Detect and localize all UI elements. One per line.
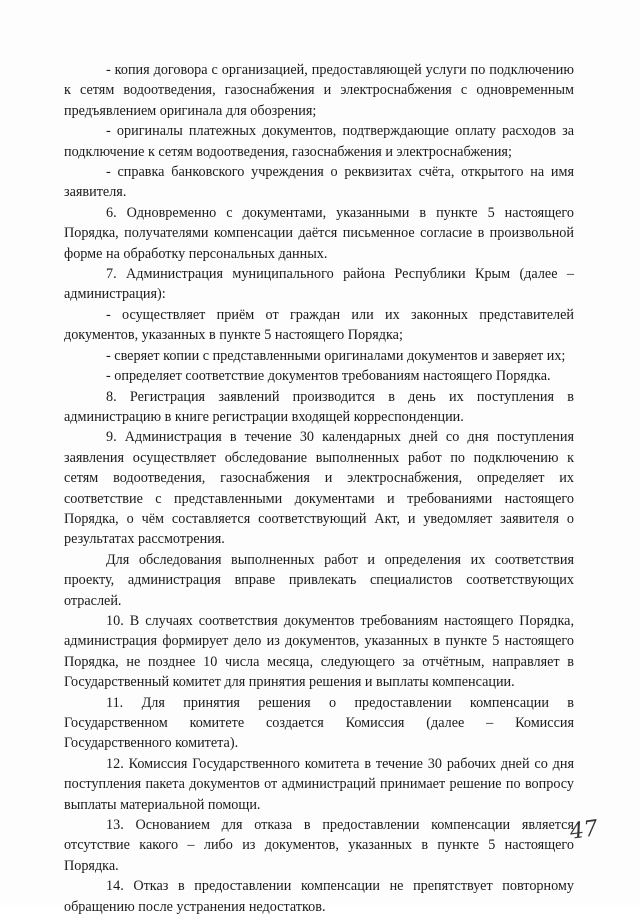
paragraph-item-8: 8. Регистрация заявлений производится в день их поступления в администрацию в книге регистрации входящей корреспонденции.	[64, 388, 574, 425]
paragraph-item-9-inspection: Для обследования выполненных работ и определения их соответствия проекту, администрация вправе привлекать специалистов соответствующих отраслей.	[64, 551, 574, 609]
paragraph-item-13: 13. Основанием для отказа в предоставлении компенсации является отсутствие какого – либо из документов, указанных в пункте 5 настоящего Порядка.	[64, 817, 574, 874]
paragraph-item-7-verify: - сверяет копии с представленными оригиналами документов и заверяет их;	[106, 347, 566, 364]
paragraph-bank-certificate: - справка банковского учреждения о реквизитах счёта, открытого на имя заявителя.	[64, 164, 574, 201]
paragraph-item-7-determine: - определяет соответствие документов требованиям настоящего Порядка.	[106, 368, 551, 385]
paragraph-item-10: 10. В случаях соответствия документов требованиям настоящего Порядка, администрация формирует дело из документов, указанных в пункте 5 настоящего Порядка, не позднее 10 числа месяца, следующего за отчётным, направляет в Государственный комитет для принятия решения и выплаты компенсации.	[64, 612, 574, 691]
paragraph-contract-copy: - копия договора с организацией, предоставляющей услуги по подключению к сетям водоотведения, газоснабжения и электроснабжения с одновременным предъявлением оригинала для обозрения;	[64, 62, 574, 119]
page-number: 47	[568, 816, 600, 845]
paragraph-item-9: 9. Администрация в течение 30 календарных дней со дня поступления заявления осуществляет обследование выполненных работ по подключению к сетям водоотведения, газоснабжения и электроснабжения, определяет их соответствие с представленными документами и требованиями настоящего Порядка, о чём составляется соответствующий Акт, и уведомляет заявителя о результатах рассмотрения.	[64, 429, 574, 548]
paragraph-item-7-receive: - осуществляет приём от граждан или их законных представителей документов, указанных в пункте 5 настоящего Порядка;	[64, 306, 574, 344]
paragraph-item-7: 7. Администрация муниципального района Республики Крым (далее – администрация):	[64, 266, 574, 303]
paragraph-payment-originals: - оригиналы платежных документов, подтверждающие оплату расходов за подключение к сетям водоотведения, газоснабжения и электроснабжения;	[64, 123, 574, 160]
paragraph-item-11: 11. Для принятия решения о предоставлении компенсации в Государственном комитете создается Комиссия (далее – Комиссия Государственного комитета).	[64, 694, 574, 752]
paragraph-item-14: 14. Отказ в предоставлении компенсации не препятствует повторному обращению после устранения недостатков.	[64, 878, 574, 915]
paragraph-item-12: 12. Комиссия Государственного комитета в течение 30 рабочих дней со дня поступления пакета документов от администраций принимает решение по вопросу выплаты материальной помощи.	[64, 755, 574, 813]
document-body	[64, 60, 574, 917]
paragraph-item-6: 6. Одновременно с документами, указанными в пункте 5 настоящего Порядка, получателями компенсации даётся письменное согласие в произвольной форме на обработку персональных данных.	[64, 204, 574, 262]
